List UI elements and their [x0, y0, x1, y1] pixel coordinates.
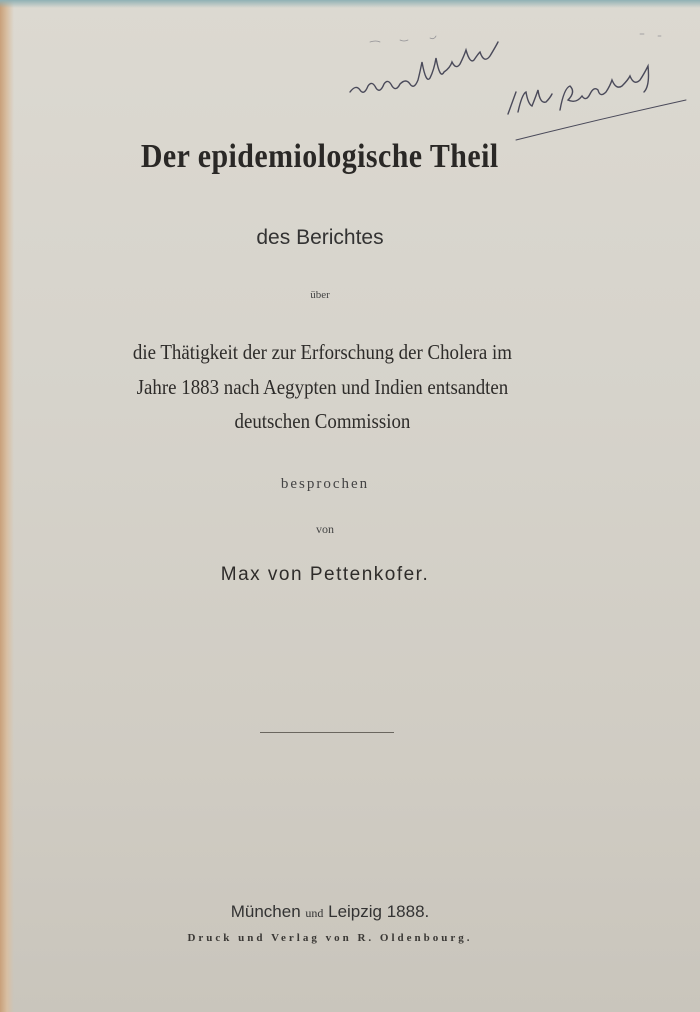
imprint-city-b: Leipzig 1888.	[328, 902, 430, 921]
connector-word: über	[310, 289, 330, 301]
author-name: Max von Pettenkofer.	[220, 564, 430, 585]
page-edge-left	[0, 0, 14, 1012]
description-line-3: deutschen Commission	[234, 409, 411, 433]
imprint-printer: Druck und Verlag von R. Oldenbourg.	[187, 932, 473, 944]
book-title: Der epidemiologische Theil	[140, 138, 499, 175]
besprochen-label: besprochen	[280, 476, 370, 492]
divider-rule	[260, 732, 394, 733]
handwritten-inscription	[340, 30, 700, 150]
imprint-city-a: München	[230, 902, 301, 921]
imprint-place-date	[0, 902, 660, 922]
imprint-and: und	[305, 906, 324, 920]
von-label: von	[316, 522, 334, 536]
description-line-2: Jahre 1883 nach Aegypten und Indien entsandten	[136, 375, 509, 399]
description-line-1: die Thätigkeit der zur Erforschung der Cholera im	[132, 340, 512, 364]
subtitle: des Berichtes	[256, 226, 384, 249]
page-edge-top	[0, 0, 700, 8]
